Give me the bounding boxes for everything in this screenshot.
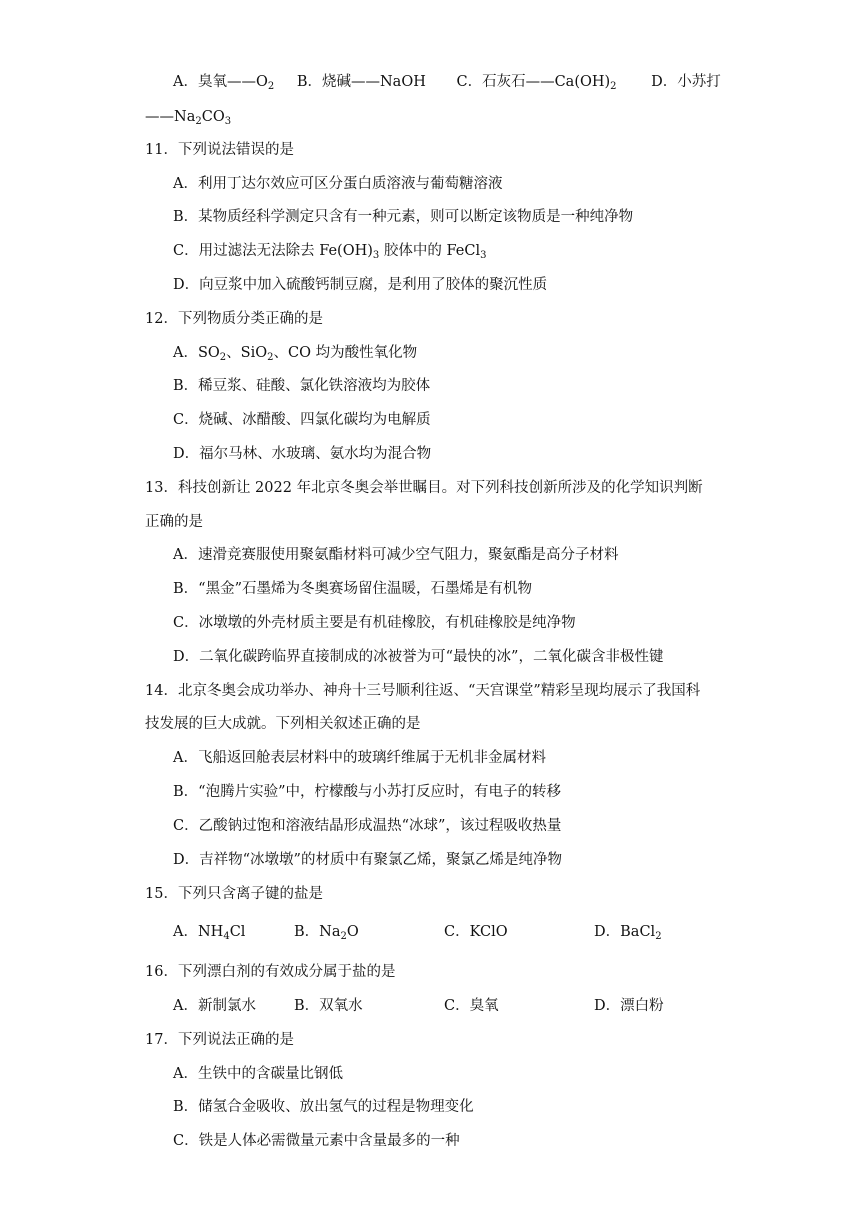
q15-option-a: A．$NH_4Cl$: [173, 924, 246, 942]
q17-option-c: C．铁是人体必需微量元素中含量最多的一种: [173, 1133, 460, 1149]
q12-option-b: B．稀豆浆、硅酸、氯化铁溶液均为胶体: [173, 378, 431, 394]
q14-option-c: C．乙酸钠过饱和溶液结晶形成温热“冰球”，该过程吸收热量: [173, 818, 562, 834]
q16-option-d: D．漂白粉: [594, 998, 664, 1014]
q14-option-d: D．吉祥物“冰墩墩”的材质中有聚氯乙烯，聚氯乙烯是纯净物: [173, 852, 562, 868]
q16-option-b: B．双氧水: [294, 998, 363, 1014]
q10-option-d: D．小苏打: [651, 74, 721, 90]
q15-option-c: C．KClO: [444, 924, 508, 940]
q15-option-b: B．$Na_2O$: [294, 924, 359, 942]
q10-option-c: C．石灰石$——Ca(OH)_2$: [456, 74, 617, 92]
q14-stem-line2: 技发展的巨大成就。下列相关叙述正确的是: [145, 716, 421, 732]
q15-stem: 15．下列只含离子键的盐是: [145, 886, 323, 902]
q10-options-row: [173, 72, 721, 92]
q11-option-d: D．向豆浆中加入硫酸钙制豆腐，是利用了胶体的聚沉性质: [173, 277, 548, 293]
q10-option-b: B．烧碱——NaOH: [296, 74, 426, 90]
q12-stem: 12．下列物质分类正确的是: [145, 311, 323, 327]
q16-option-a: A．新制氯水: [173, 998, 256, 1014]
q14-option-b: B．“泡腾片实验”中，柠檬酸与小苏打反应时，有电子的转移: [173, 784, 561, 800]
q17-option-a: A．生铁中的含碳量比钢低: [173, 1066, 343, 1082]
q12-option-a: A．$SO_2$、SiO$_2$、CO 均为酸性氧化物: [173, 345, 418, 363]
q11-option-a: A．利用丁达尔效应可区分蛋白质溶液与葡萄糖溶液: [173, 176, 503, 192]
q17-stem: 17．下列说法正确的是: [145, 1032, 294, 1048]
q10-option-a: A．臭氧$——O_2$: [173, 74, 275, 92]
q13-option-a: A．速滑竞赛服使用聚氨酯材料可减少空气阻力，聚氨酯是高分子材料: [173, 547, 619, 563]
q11-option-c: C．用过滤法无法除去 $Fe(OH)_3$ 胶体中的 FeCl$_3$: [173, 243, 487, 261]
q11-stem: 11．下列说法错误的是: [145, 142, 294, 158]
q16-option-c: C．臭氧: [444, 998, 499, 1014]
q12-option-c: C．烧碱、冰醋酸、四氯化碳均为电解质: [173, 412, 431, 428]
q13-option-d: D．二氧化碳跨临界直接制成的冰被誉为可“最快的冰”，二氧化碳含非极性键: [173, 649, 664, 665]
q15-option-d: D．BaCl$_2$: [594, 924, 662, 942]
q16-stem: 16．下列漂白剂的有效成分属于盐的是: [145, 964, 396, 980]
q10-option-d-cont: $——Na_2CO_3$: [145, 109, 232, 127]
q14-option-a: A．飞船返回舱表层材料中的玻璃纤维属于无机非金属材料: [173, 750, 546, 766]
q13-stem-line2: 正确的是: [145, 514, 203, 530]
q17-option-b: B．储氢合金吸收、放出氢气的过程是物理变化: [173, 1099, 474, 1115]
q12-option-d: D．福尔马林、水玻璃、氨水均为混合物: [173, 446, 432, 462]
q13-option-b: B．“黑金”石墨烯为冬奥赛场留住温暖，石墨烯是有机物: [173, 581, 532, 597]
q13-option-c: C．冰墩墩的外壳材质主要是有机硅橡胶，有机硅橡胶是纯净物: [173, 615, 576, 631]
q11-option-b: B．某物质经科学测定只含有一种元素，则可以断定该物质是一种纯净物: [173, 209, 634, 225]
q13-stem-line1: 13．科技创新让 2022 年北京冬奥会举世瞩目。对下列科技创新所涉及的化学知识判断: [145, 480, 703, 496]
q14-stem-line1: 14．北京冬奥会成功举办、神舟十三号顺利往返、“天宫课堂”精彩呈现均展示了我国科: [145, 683, 701, 699]
